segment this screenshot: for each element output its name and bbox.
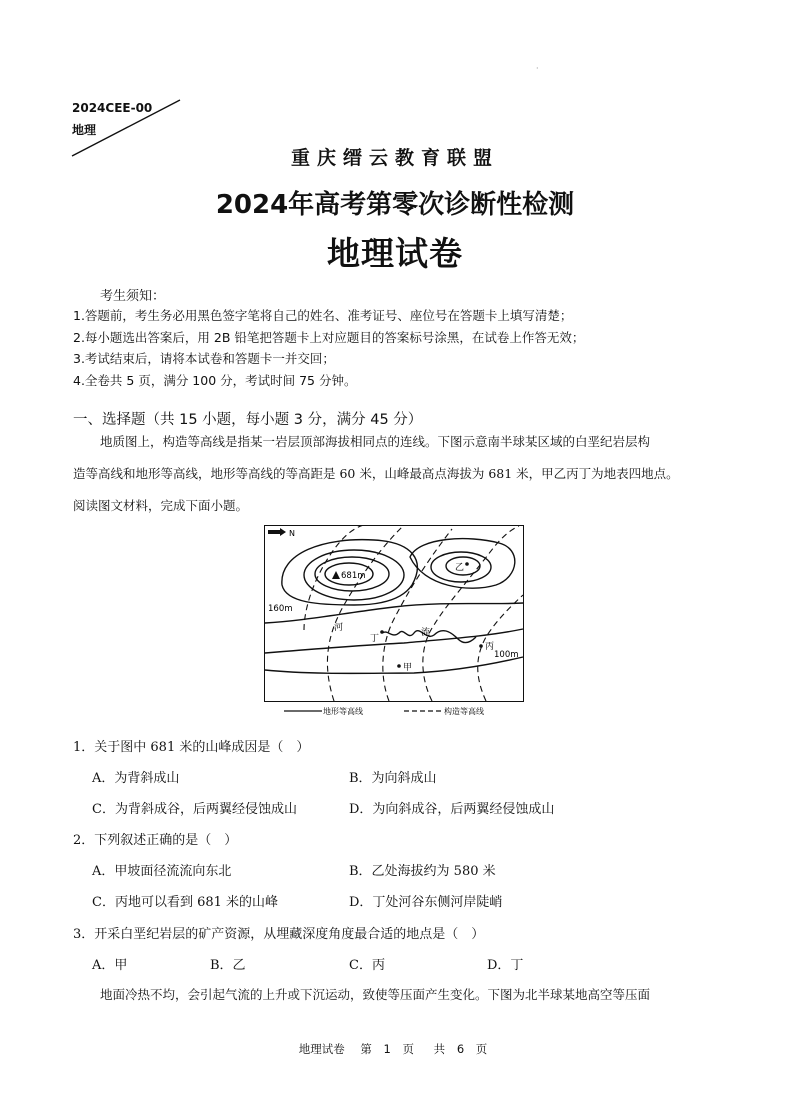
- north-label: N: [289, 529, 295, 538]
- exam-code: 2024CEE-00: [72, 101, 153, 115]
- river-char-1: 河: [334, 623, 344, 633]
- ding-point: [380, 630, 384, 634]
- footer-total-number: 6: [456, 1042, 465, 1056]
- footer-total: 共 6 页: [433, 1042, 488, 1056]
- question-1-option-a: A．为背斜成山: [92, 771, 180, 786]
- question-1-stem: 1．关于图中 681 米的山峰成因是（ ）: [73, 740, 310, 755]
- organization-title: 重庆缙云教育联盟: [290, 147, 499, 169]
- river-char-2: 流: [421, 628, 431, 638]
- exam-code-block: [72, 97, 152, 141]
- notice-list: [73, 305, 584, 391]
- contour-100-label: 100m: [494, 650, 519, 660]
- jia-label: 甲: [403, 663, 413, 673]
- footer-page-number: 1: [383, 1042, 391, 1056]
- question-1-option-c: C．为背斜成谷，后两翼经侵蚀成山: [92, 802, 297, 817]
- next-paragraph: [73, 979, 750, 1011]
- notice-item: 4.全卷共 5 页，满分 100 分，考试时间 75 分钟。: [73, 372, 357, 388]
- question-2-option-a: A．甲坡面径流流向东北: [92, 864, 232, 879]
- question-3-stem: 3．开采白垩纪岩层的矿产资源，从埋藏深度角度最合适的地点是（ ）: [73, 927, 485, 942]
- footer-page: 第 1 页: [360, 1042, 414, 1056]
- subject-title: 地理试卷: [327, 234, 463, 273]
- bing-label: 丙: [485, 642, 495, 652]
- yi-label: 乙: [455, 563, 465, 573]
- question-3-option-c: C．丙: [349, 958, 385, 973]
- yi-point: [465, 562, 469, 566]
- contour-160-label: 160m: [268, 604, 293, 614]
- ding-label: 丁: [370, 634, 380, 644]
- footer-subject: 地理试卷: [298, 1042, 345, 1056]
- subject-tag: 地理: [72, 123, 97, 137]
- question-1-option-b: B．为向斜成山: [349, 771, 437, 786]
- question-3-option-b: B．乙: [210, 958, 246, 973]
- bing-point: [479, 644, 483, 648]
- notice-heading: 考生须知：: [100, 289, 166, 304]
- intro-line: 地质图上，构造等高线是指某一岩层顶部海拔相同点的连线。下图示意南半球某区域的白垩纪岩层构: [100, 434, 651, 449]
- contour-map-figure: [264, 525, 526, 720]
- question-3-option-d: D．丁: [487, 958, 524, 973]
- page-footer: [0, 1041, 790, 1057]
- question-2-option-b: B．乙处海拔约为 580 米: [349, 864, 496, 879]
- intro-line: 造等高线和地形等高线，地形等高线的等高距是 60 米，山峰最高点海拔为 681 米，甲乙丙丁为地表四地点。: [73, 466, 679, 481]
- legend-terrain-label: 地形等高线: [323, 707, 363, 716]
- notice-item: 2.每小题选出答案后，用 2B 铅笔把答题卡上对应题目的答案标号涂黑，在试卷上作答无效；: [73, 329, 585, 345]
- peak-label: 681m: [341, 571, 366, 581]
- intro-line: 阅读图文材料，完成下面小题。: [73, 498, 249, 513]
- question-3-option-a: A．甲: [92, 958, 128, 973]
- question-2-option-d: D．丁处河谷东侧河岸陡峭: [349, 895, 503, 910]
- legend-structure-label: 构造等高线: [444, 707, 484, 716]
- intro-paragraph: [73, 426, 723, 522]
- question-1-option-d: D．为向斜成谷，后两翼经侵蚀成山: [349, 802, 555, 817]
- notice-item: 1.答题前，考生务必用黑色签字笔将自己的姓名、准考证号、座位号在答题卡上填写清楚；: [73, 308, 573, 323]
- exam-title: 2024年高考第零次诊断性检测: [215, 190, 575, 220]
- notice-item: 3.考试结束后，请将本试卷和答题卡一并交回；: [73, 351, 335, 366]
- page-mark: ·: [536, 64, 539, 73]
- section-title: 一、选择题（共 15 小题，每小题 3 分，满分 45 分）: [73, 412, 423, 428]
- question-2-option-c: C．丙地可以看到 681 米的山峰: [92, 895, 279, 910]
- question-2-stem: 2．下列叙述正确的是（ ）: [73, 833, 238, 848]
- next-paragraph-line: 地面冷热不均，会引起气流的上升或下沉运动，致使等压面产生变化。下图为北半球某地高空等压面: [100, 987, 651, 1002]
- jia-point: [397, 664, 401, 668]
